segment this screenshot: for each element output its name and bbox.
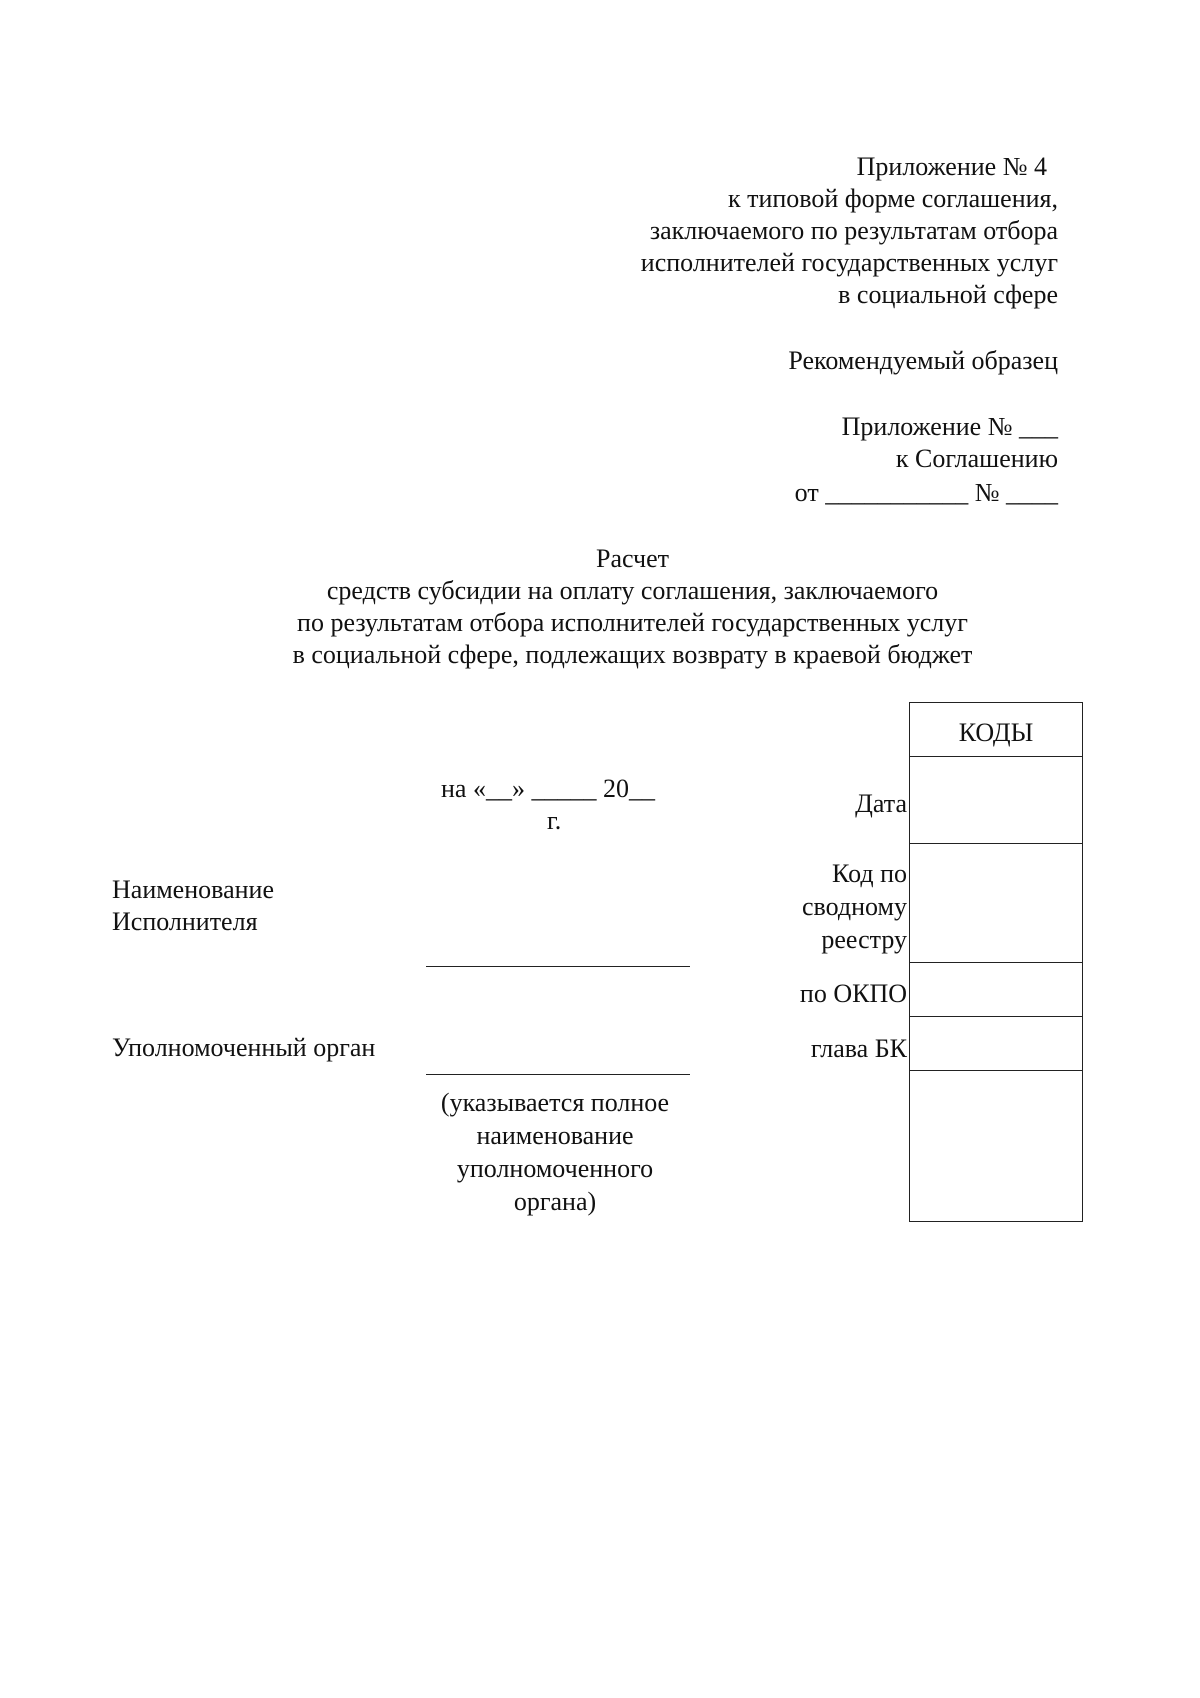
title-line-2: по результатам отбора исполнителей государственных услуг <box>297 608 968 637</box>
appendix-line-concluded: заключаемого по результатам отбора <box>649 216 1058 245</box>
to-agreement: к Соглашению <box>895 444 1058 473</box>
codes-divider-header <box>910 756 1082 757</box>
appendix-line-executors: исполнителей государственных услуг <box>640 248 1058 277</box>
title-line-1: средств субсидии на оплату соглашения, заключаемого <box>326 576 939 605</box>
recommended-sample: Рекомендуемый образец <box>788 346 1058 375</box>
codes-divider-date <box>910 843 1082 844</box>
codes-divider-bk <box>910 1070 1082 1071</box>
codes-registry-label-3: реестру <box>821 925 907 954</box>
authority-note: (указывается полное наименование уполномоченного органа) <box>440 1088 670 1216</box>
appendix-line-sphere: в социальной сфере <box>838 280 1058 309</box>
codes-title: КОДЫ <box>958 718 1034 747</box>
appendix-line-form: к типовой форме соглашения, <box>727 184 1058 213</box>
executor-label-line-2: Исполнителя <box>112 907 258 936</box>
codes-table <box>909 702 1083 1222</box>
codes-divider-registry <box>910 962 1082 963</box>
codes-registry-label-1: Код по <box>832 859 907 888</box>
authority-name-field <box>426 1074 690 1075</box>
agreement-appendix: Приложение № ___ <box>841 412 1058 441</box>
date-line: на «__» _____ 20__ <box>441 774 655 803</box>
codes-okpo-label: по ОКПО <box>799 979 907 1008</box>
codes-date-label: Дата <box>855 789 907 818</box>
document-heading: Расчет <box>596 544 669 573</box>
executor-name-field <box>426 966 690 967</box>
executor-label-line-1: Наименование <box>112 875 274 904</box>
codes-registry-label-2: сводному <box>802 892 907 921</box>
date-year-suffix: г. <box>547 806 562 835</box>
authority-label: Уполномоченный орган <box>112 1033 376 1062</box>
codes-divider-okpo <box>910 1016 1082 1017</box>
agreement-from-line: от ___________ № ____ <box>794 478 1058 507</box>
title-line-3: в социальной сфере, подлежащих возврату в краевой бюджет <box>292 640 973 669</box>
appendix-number: Приложение № 4 <box>856 152 1047 181</box>
codes-bk-label: глава БК <box>810 1034 907 1063</box>
